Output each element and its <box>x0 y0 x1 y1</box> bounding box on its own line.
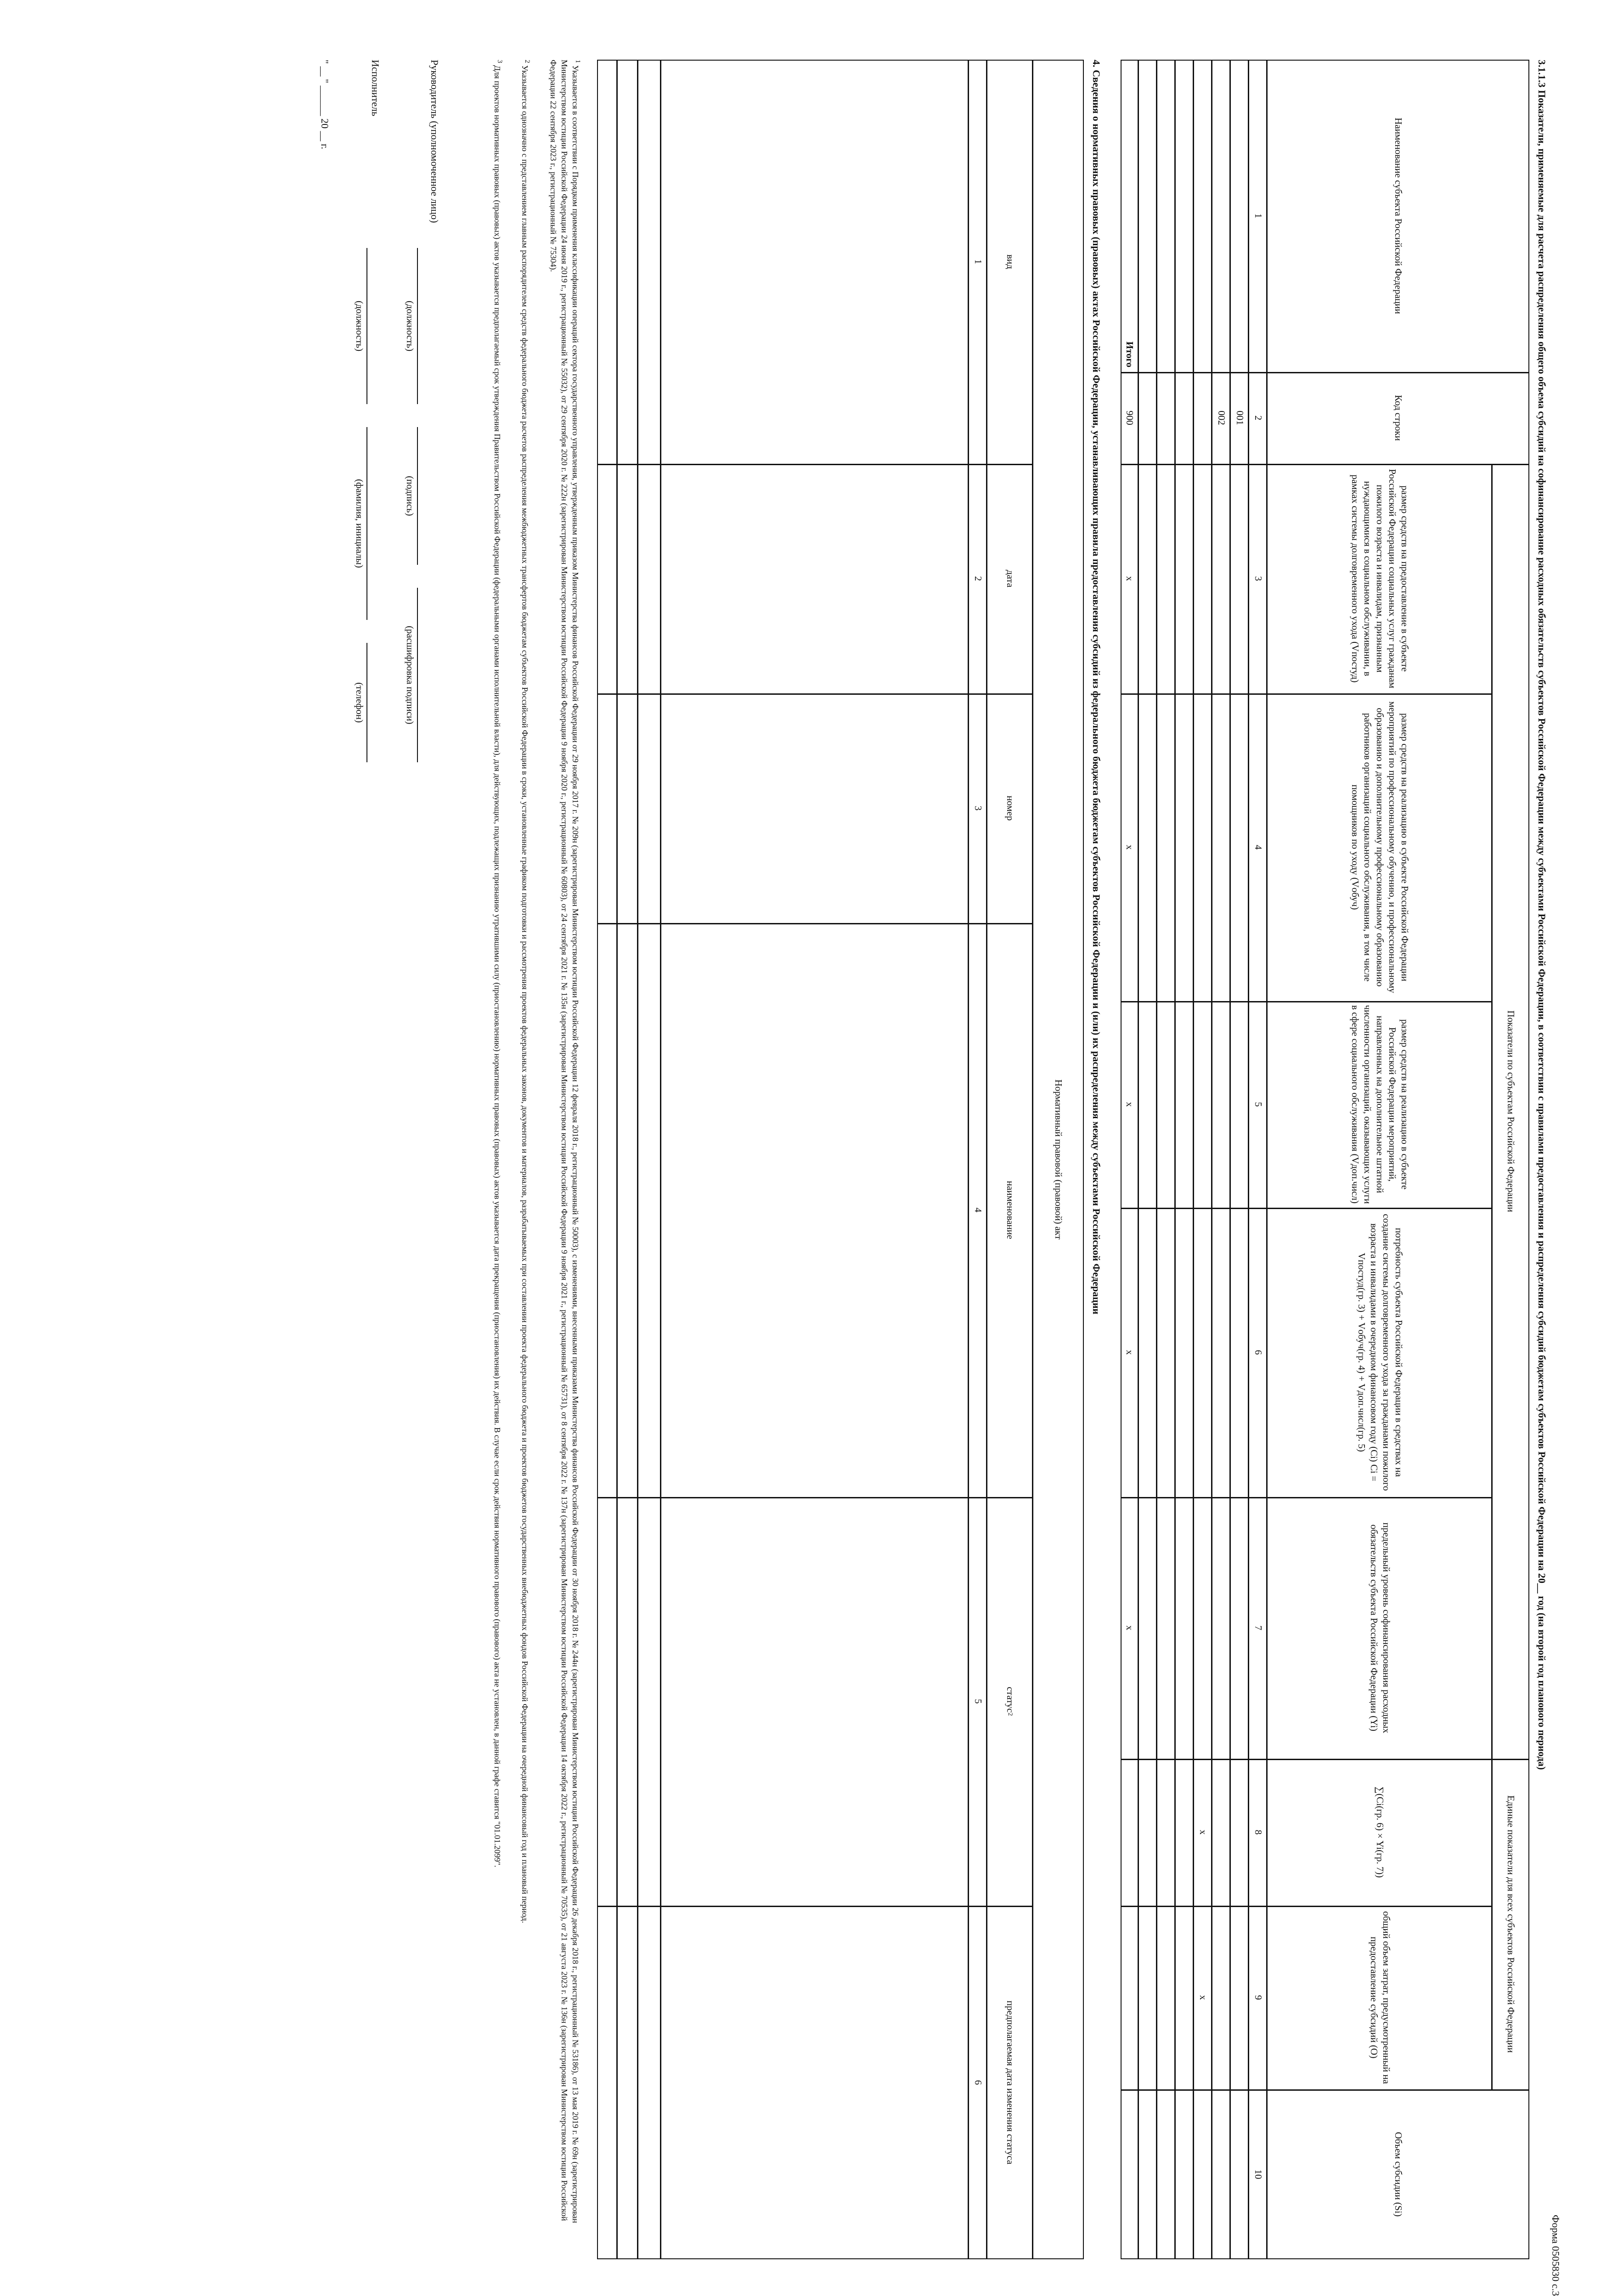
col-num-5: 5 <box>1253 1102 1264 1107</box>
s4-num-5: 5 <box>973 1699 984 1704</box>
total-code: 900 <box>1124 411 1136 425</box>
signature-date: " __ " ______ 20 __ г. <box>319 60 331 150</box>
group-common-indicators: Единые показатели для всех субъектов Российской Федерации <box>1505 1795 1517 2053</box>
head-label: Руководитель (уполномоченное лицо) <box>429 60 440 223</box>
section-313-title: 3.1.1.3 Показатели, применяемые для расчета распределения общего объема субсидий на софинансирование расходных обязательств субъектов Российской Федерации между субъектами Российской Федерации, в соответствии с правилами предоставления и распределения субсидий бюджетам субъектов Российской Федерации на 20__ год (на второй год планового периода) <box>1536 60 1548 1770</box>
col-row-code: Код строки <box>1393 395 1404 441</box>
s4-col-number: номер <box>1005 795 1016 821</box>
col-num-8: 8 <box>1253 1829 1264 1835</box>
col-num-3: 3 <box>1253 576 1264 581</box>
col-6-caption: потребность субъекта Российской Федерации в средствах на создание системы долговременного ухода за гражданами пожилого возраста и инвалидами в очередном финансовом году (Ci) Ci = Vпостуд(гр. 3) + Vобуч(гр. 4) + Vдоп.числ(гр. 5) <box>1356 1214 1404 1491</box>
group-subject-indicators: Показатели по субъектам Российской Федерации <box>1505 1010 1517 1212</box>
exec-position-caption: (должность) <box>354 300 365 352</box>
x-mark: x <box>1198 1829 1209 1835</box>
section-4-group: Нормативный правовой (правовой) акт <box>1053 1079 1065 1240</box>
head-signature-caption: (подпись) <box>405 476 416 516</box>
footnote-3-mark: 3 <box>496 60 503 63</box>
s4-col-type: вид <box>1005 254 1016 269</box>
x-mark: x <box>1124 844 1136 850</box>
footnote-3-text: Для проектов нормативных правовых (правовых) актов указывается предполагаемый срок утверждения Правительством Российской Федерации (федеральными органами исполнительной власти), для действующих, подлежащих признанию утратившими силу (приостановлению) нормативных правовых (правовых) актов указывается дата прекращения (приостановления) их действия. В случае если срок действия нормативного правового (правового) акта не установлен, в данной графе ставится "01.01.2099". <box>493 65 502 1868</box>
footnote-1-text: Указывается в соответствии с Порядком применения классификации операций сектора государственного управления, утвержденным приказом Министерства финансов Российской Федерации от 29 ноября 2017 г. № 209н (зарегистрирован Министерством юстиции Российской Федерации 12 февраля 2018 г., регистрационный № 50003), с изменениями, внесенными приказами Министерства финансов Российской Федерации от 30 ноября 2018 г. № 244н (зарегистрирован Министерством юстиции Российской Федерации 26 декабря 2018 г., регистрационный № 53186), от 13 мая 2019 г. № 69н (зарегистрирован Министерством юстиции Российской Федерации 24 июня 2019 г., регистрационный № 55032), от 29 сентября 2020 г. № 222н (зарегистрирован Министерством юстиции Российской Федерации 9 ноября 2020 г., регистрационный № 60803), от 24 сентября 2021 г. № 135н (зарегистрирован Министерством юстиции Российской Федерации 9 ноября 2021 г., регистрационный № 65731), от 8 сентября 2022 г. № 137н (зарегистрирован Министерством юстиции Российской Федерации 14 октября 2022 г., регистрационный № 70535), от 21 августа 2023 г. № 136н (зарегистрирован Министерством юстиции Российской Федерации 22 сентября 2023 г., регистрационный № 75304). <box>549 60 580 2223</box>
row-code: 001 <box>1234 411 1246 425</box>
row-code: 002 <box>1216 411 1228 425</box>
total-label: Итого <box>1124 341 1135 367</box>
exec-name-caption: (фамилия, инициалы) <box>354 479 365 568</box>
footnote-1-mark: 1 <box>574 60 581 63</box>
s4-col-status-label: статус <box>1005 1687 1016 1713</box>
head-decoding-caption: (расшифровка подписи) <box>405 625 416 725</box>
footnote-2 <box>519 60 533 2259</box>
s4-status-footnote-mark: 2 <box>1007 1712 1014 1716</box>
x-mark: x <box>1124 1350 1136 1355</box>
col-3-caption: размер средств на предоставление в субъекте Российской Федерации социальных услуг гражданам пожилого возраста и инвалидам, признанным нуждающимися в социальном обслуживании, в рамках системы долговременного ухода (Vпостуд) <box>1350 469 1411 688</box>
col-num-1: 1 <box>1253 213 1264 219</box>
footnote-3 <box>492 60 505 2259</box>
col-num-10: 10 <box>1253 2169 1264 2179</box>
footnote-2-text: Указывается однозначно с представлением главным распорядителем средств федерального бюджета расчетов распределения межбюджетных трансфертов бюджетам субъектов Российской Федерации в сроки, установленные графиком подготовки и рассмотрения проектов федеральных законов, документов и материалов, разрабатываемых при составлении проекта федерального бюджета и проектов бюджетов государственных внебюджетных фондов Российской Федерации на очередной финансовый год и плановый период. <box>520 65 530 1923</box>
x-mark: x <box>1124 576 1136 581</box>
s4-num-6: 6 <box>973 2080 984 2085</box>
col-num-7: 7 <box>1253 1625 1264 1631</box>
col-num-4: 4 <box>1253 844 1264 850</box>
form-sheet <box>18 51 1561 2296</box>
s4-col-status-change-date: предполагаемая дата изменения статуса <box>1005 2000 1016 2165</box>
col-5-caption: размер средств на реализацию в субъекте Российской Федерации мероприятий, направленных на дополнительное штатной численности организаций, оказывающих услуги в сфере социального обслуживания (Vдоп.числ) <box>1350 1005 1411 1204</box>
col-num-9: 9 <box>1253 1995 1264 2000</box>
col-subsidy-volume: Объем субсидии (Si) <box>1393 2132 1404 2217</box>
col-8-caption: ∑(Ci(гр. 6) × Yi(гр. 7)) <box>1375 1786 1386 1878</box>
exec-phone-caption: (телефон) <box>354 682 365 723</box>
footnote-2-mark: 2 <box>524 60 531 63</box>
s4-col-status <box>987 1497 1033 1906</box>
s4-num-1: 1 <box>973 259 984 264</box>
exec-label: Исполнитель <box>370 60 381 117</box>
section-4-title: 4. Сведения о нормативных правовых (правовых) актах Российской Федерации, устанавливающих правила предоставления субсидий из федерального бюджета бюджетам субъектов Российской Федерации и (или) их распределения между субъектами Российской Федерации <box>1091 60 1102 1315</box>
s4-num-3: 3 <box>973 805 984 811</box>
x-mark: x <box>1198 1995 1209 2000</box>
col-9-caption: общий объем затрат, предусмотренный на предоставление субсидий (O) <box>1369 1911 1392 2084</box>
col-subject-name: Наименование субъекта Российской Федерации <box>1393 118 1404 314</box>
s4-col-date: дата <box>1005 569 1016 588</box>
x-mark: x <box>1124 1625 1136 1631</box>
col-7-caption: предельный уровень софинансирования расходных обязательств субъекта Российской Федерации (Yi) <box>1369 1522 1392 1733</box>
head-position-caption: (должность) <box>405 300 416 352</box>
s4-num-2: 2 <box>973 576 984 581</box>
x-mark: x <box>1124 1102 1136 1107</box>
s4-col-title: наименование <box>1005 1181 1016 1239</box>
footnote-1 <box>548 60 583 2259</box>
col-num-2: 2 <box>1253 415 1264 421</box>
form-id: Форма 0505830 с.3 <box>1550 2215 1561 2296</box>
col-num-6: 6 <box>1253 1350 1264 1355</box>
col-4-caption: размер средств на реализацию в субъекте Российской Федерации мероприятий по профессиональному обучению, и профессиональному образованию и дополнительному профессиональному образованию работников организаций социального обслуживания, в том числе помощников по уходу (Vобуч) <box>1350 701 1411 993</box>
s4-num-4: 4 <box>973 1207 984 1213</box>
